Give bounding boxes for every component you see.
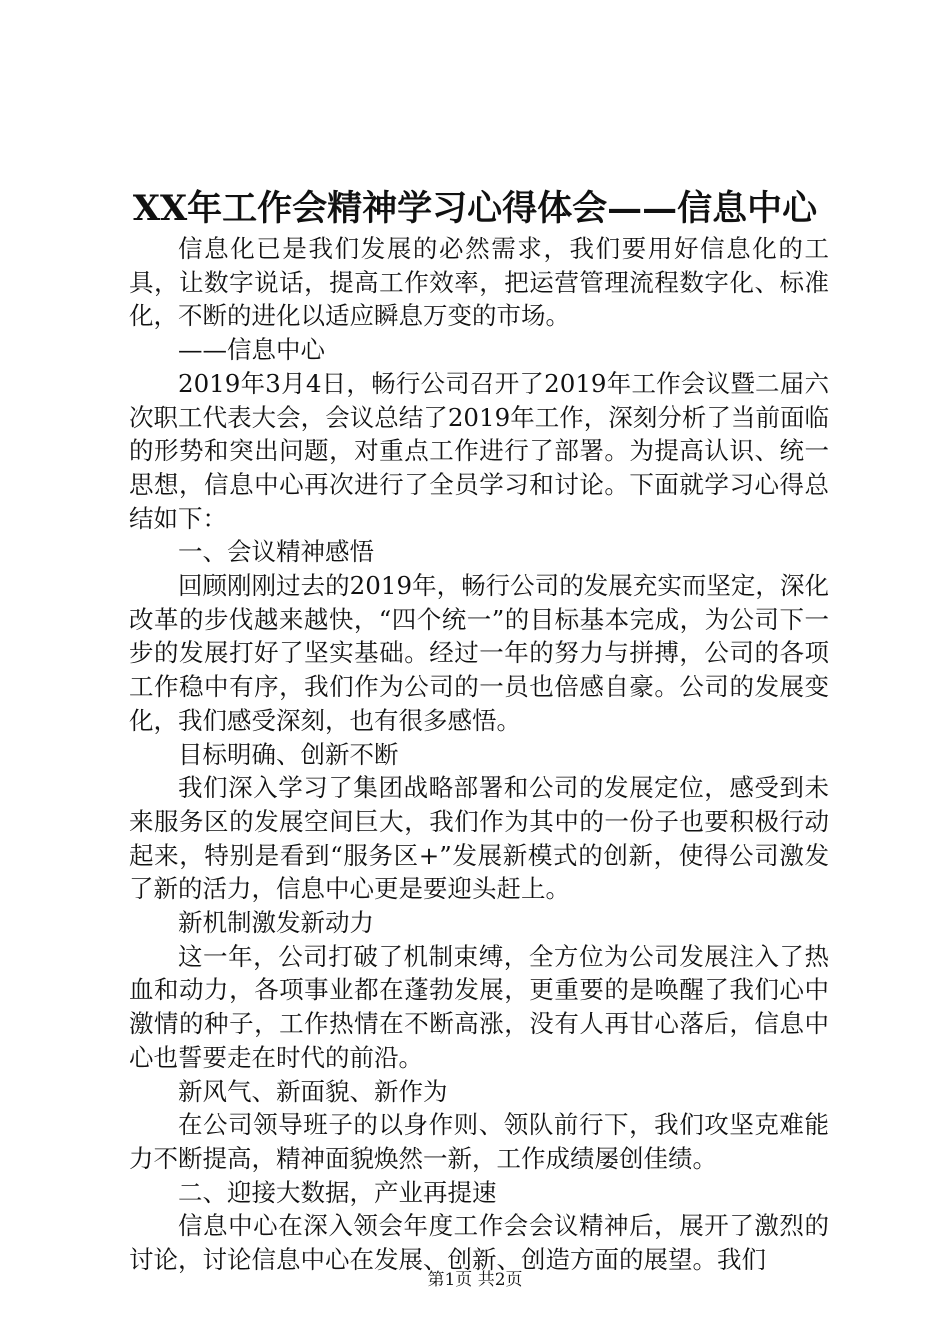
paragraph-new-style: 在公司领导班子的以身作则、领队前行下，我们攻坚克难能力不断提高，精神面貌焕然一新，工作成绩屡创佳绩。 (129, 1110, 829, 1173)
subheading-mechanism: 新机制激发新动力 (178, 908, 374, 938)
paragraph-review: 回顾刚刚过去的2019年，畅行公司的发展充实而坚定，深化改革的步伐越来越快，“四个统一”的目标基本完成，为公司下一步的发展打好了坚实基础。经过一年的努力与拼搏，公司的各项工作稳中有序，我们作为公司的一员也倍感自豪。公司的发展变化，我们感受深刻，也有很多感悟。 (129, 571, 829, 735)
paragraph-goals: 我们深入学习了集团战略部署和公司的发展定位，感受到未来服务区的发展空间巨大，我们作为其中的一份子也要积极行动起来，特别是看到“服务区+”发展新模式的创新，使得公司激发了新的活力，信息中心更是要迎头赶上。 (129, 773, 829, 904)
paragraph-mechanism: 这一年，公司打破了机制束缚，全方位为公司发展注入了热血和动力，各项事业都在蓬勃发展，更重要的是唤醒了我们心中激情的种子，工作热情在不断高涨，没有人再甘心落后，信息中心也誓要走在时代的前沿。 (129, 941, 829, 1072)
page-footer: 第1页 共2页 (427, 1270, 523, 1290)
section-heading-2: 二、迎接大数据，产业再提速 (178, 1177, 497, 1207)
section-heading-1: 一、会议精神感悟 (178, 537, 374, 567)
document-body (129, 232, 829, 1277)
document-title: XX年工作会精神学习心得体会——信息中心 (132, 188, 818, 229)
subheading-new-style: 新风气、新面貌、新作为 (178, 1076, 448, 1106)
paragraph-big-data: 信息中心在深入领会年度工作会会议精神后，展开了激烈的讨论，讨论信息中心在发展、创新、创造方面的展望。我们 (129, 1211, 829, 1275)
paragraph-intro: 信息化已是我们发展的必然需求，我们要用好信息化的工具，让数字说话，提高工作效率，把运营管理流程数字化、标准化，不断的进化以适应瞬息万变的市场。 (129, 234, 829, 331)
subheading-goals: 目标明确、创新不断 (178, 739, 399, 769)
paragraph-signature: ——信息中心 (178, 335, 325, 365)
paragraph-meeting: 2019年3月4日，畅行公司召开了2019年工作会议暨二届六次职工代表大会，会议总结了2019年工作，深刻分析了当前面临的形势和突出问题，对重点工作进行了部署。为提高认识、统一思想，信息中心再次进行了全员学习和讨论。下面就学习心得总结如下： (129, 368, 829, 533)
